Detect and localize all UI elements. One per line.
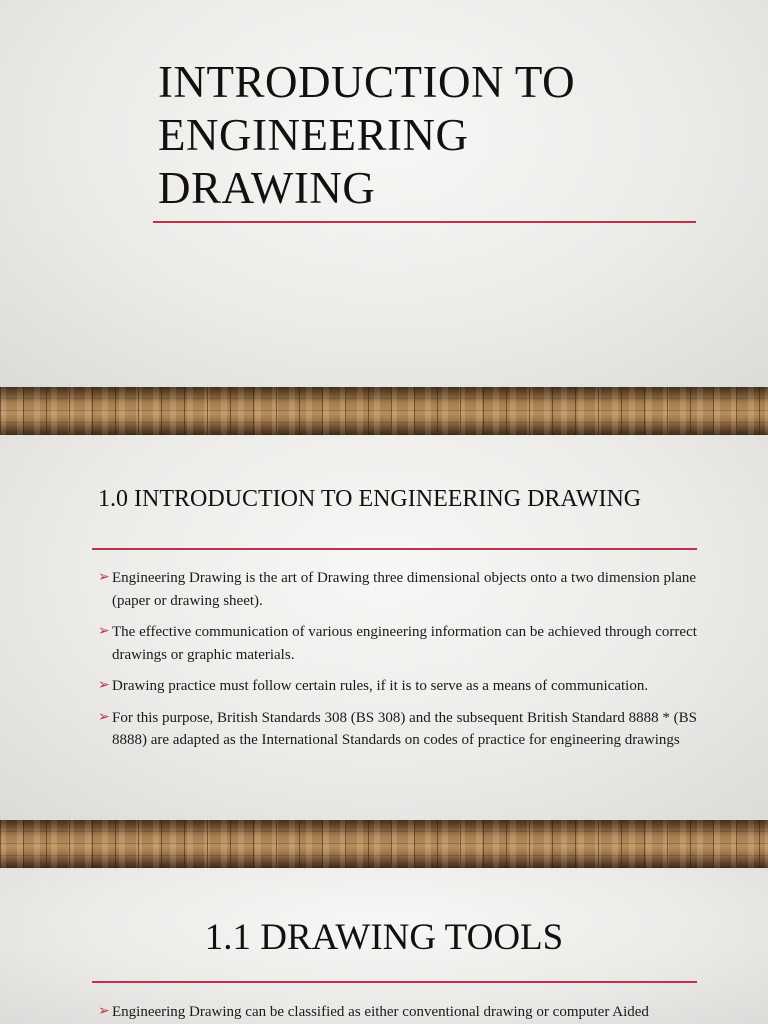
slide-3-title: 1.1 DRAWING TOOLS xyxy=(204,917,564,958)
arrow-bullet-icon: ➢ xyxy=(98,709,110,725)
list-item: ➢ Engineering Drawing is the art of Drawing three dimensional objects onto a two dimension plane (paper or drawing sheet). xyxy=(98,567,708,612)
slide-2-bullet-list xyxy=(98,567,708,761)
list-item: ➢ Drawing practice must follow certain rules, if it is to serve as a means of communication. xyxy=(98,675,708,698)
title-line: INTRODUCTION TO xyxy=(158,57,576,107)
arrow-bullet-icon: ➢ xyxy=(98,624,110,639)
list-item: ➢ For this purpose, British Standards 308 (BS 308) and the subsequent British Standard 8888 * (BS 8888) are adapted as the International Standards on codes of practice for engineering drawings xyxy=(98,707,708,752)
title-line: ENGINEERING xyxy=(158,110,469,160)
title-divider xyxy=(92,981,697,983)
list-item: ➢ Engineering Drawing can be classified as either conventional drawing or computer Aided xyxy=(98,1001,738,1024)
slide-2-title: 1.0 INTRODUCTION TO ENGINEERING DRAWING xyxy=(98,486,642,512)
list-item: ➢ The effective communication of various engineering information can be achieved through correct drawings or graphic materials. xyxy=(98,621,708,666)
slide-1 xyxy=(0,0,768,387)
wood-floor-divider xyxy=(0,387,768,435)
arrow-bullet-icon: ➢ xyxy=(98,1004,110,1019)
arrow-bullet-icon: ➢ xyxy=(98,570,110,585)
title-divider xyxy=(153,221,696,223)
arrow-bullet-icon: ➢ xyxy=(98,678,110,693)
title-line: DRAWING xyxy=(158,163,376,213)
title-divider xyxy=(92,548,697,550)
slide-3-bullet-list xyxy=(98,1001,738,1033)
slide-1-title xyxy=(158,56,718,215)
wood-floor-divider xyxy=(0,820,768,868)
